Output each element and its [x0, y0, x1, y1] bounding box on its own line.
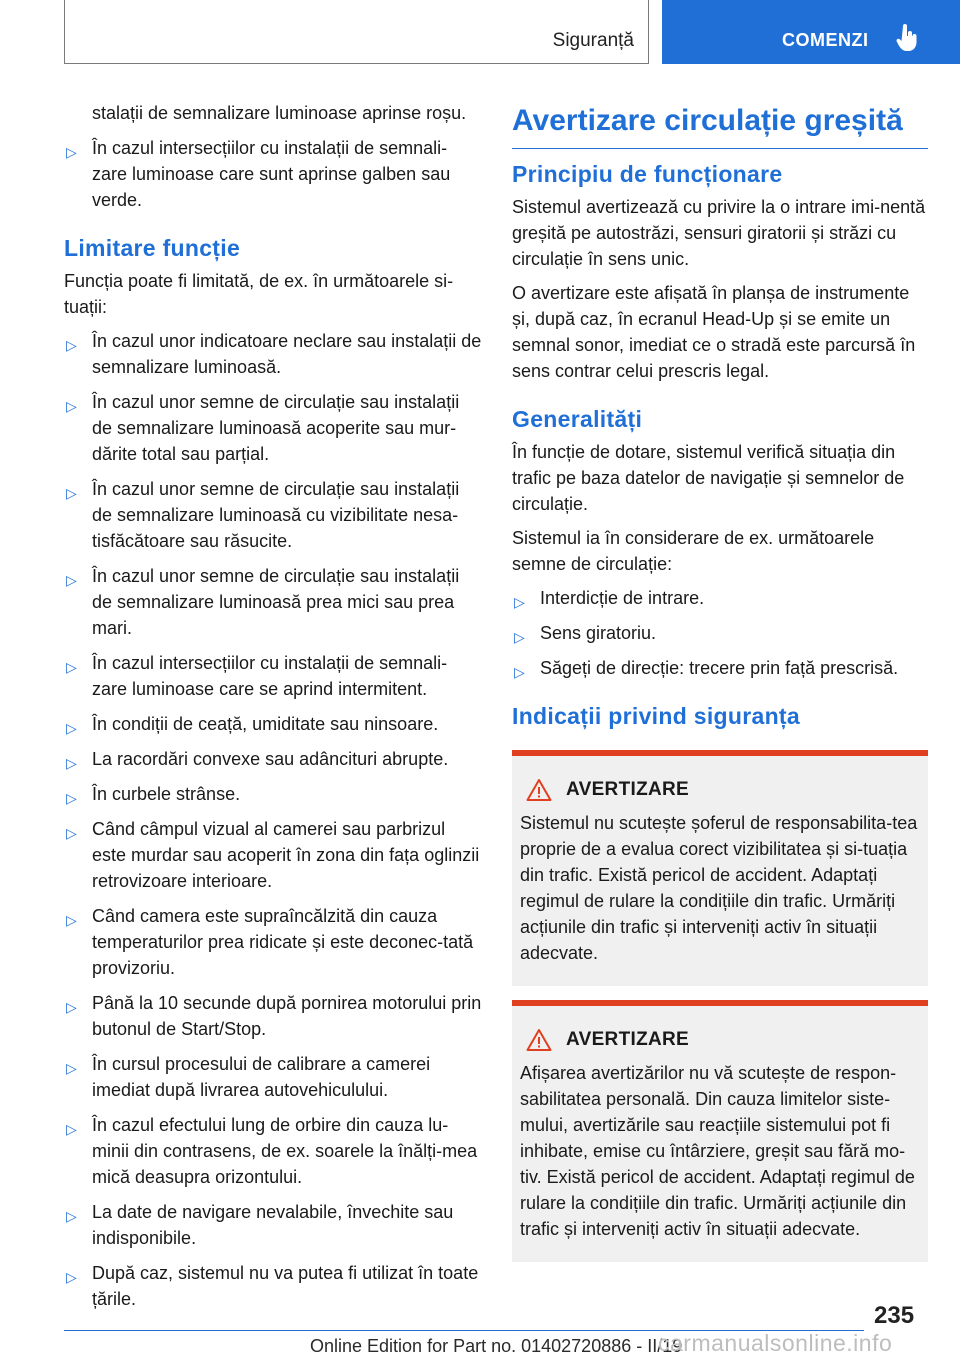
- page-title: Avertizare circulație greșită: [512, 104, 928, 149]
- list-item: ▷ În cazul unor indicatoare neclare sau instalații de semnalizare luminoasă.: [66, 331, 482, 377]
- page-number: 235: [874, 1302, 915, 1329]
- warning-text: Sistemul nu scutește șoferul de responsabilita‐tea proprie de a evalua corect vizibilitatea și si‐tuația din trafic. Există pericol de accident. Adaptați regimul de rulare la condițiile din trafic. Urmăriți acțiunile din trafic și interveniți activ în situații adecvate.: [520, 813, 918, 963]
- list-item: ▷ În cazul unor semne de circulație sau instalații de semnalizare luminoasă cu vizibilitate nesa‐tisfăcătoare sau răsucite.: [66, 479, 460, 551]
- principle-heading: Principiu de funcționare: [512, 161, 783, 187]
- left-column: [64, 100, 482, 1321]
- list-item: ▷ În cazul intersecțiilor cu instalații de semnali‐zare luminoase care se aprind intermitent.: [66, 653, 448, 699]
- warning-title: AVERTIZARE: [566, 779, 689, 800]
- list-item: ▷ În condiții de ceață, umiditate sau ninsoare.: [64, 711, 482, 737]
- triangle-right-icon: ▷: [66, 912, 77, 928]
- general-paragraph-2: Sistemul ia în considerare de ex. următoarele semne de circulație:: [512, 528, 875, 574]
- bullet-list-top: [64, 135, 482, 213]
- general-paragraph-1: În funcție de dotare, sistemul verifică situația din trafic pe baza datelor de navigație și semnelor de circulație.: [512, 442, 905, 514]
- list-item: ▷ În cazul efectului lung de orbire din cauza lu‐minii din contrasens, de ex. soarele la înălți‐mea mică deasupra orizontului.: [66, 1115, 478, 1187]
- triangle-right-icon: ▷: [514, 664, 525, 680]
- watermark: carmanualsonline.info: [658, 1330, 893, 1356]
- triangle-right-icon: ▷: [66, 144, 77, 160]
- triangle-right-icon: ▷: [66, 1269, 77, 1285]
- list-item: ▷ Interdicție de intrare.: [512, 585, 928, 611]
- principle-paragraph-1: Sistemul avertizează cu privire la o intrare imi‐nentă greșită pe autostrăzi, sensuri giratorii și străzi cu circulație în sens unic.: [512, 197, 926, 269]
- chapter-title: COMENZI: [782, 30, 869, 50]
- triangle-right-icon: ▷: [66, 825, 77, 841]
- list-item: ▷ În cursul procesului de calibrare a camerei imediat după livrarea autovehiculului.: [66, 1054, 431, 1100]
- triangle-right-icon: ▷: [66, 485, 77, 501]
- triangle-right-icon: ▷: [514, 594, 525, 610]
- list-item: ▷ Până la 10 secunde după pornirea motorului prin butonul de Start/Stop.: [66, 993, 482, 1039]
- triangle-right-icon: ▷: [66, 755, 77, 771]
- list-item: ▷ La racordări convexe sau adâncituri abrupte.: [64, 746, 482, 772]
- triangle-right-icon: ▷: [66, 790, 77, 806]
- list-item: ▷ Când camera este supraîncălzită din cauza temperaturilor prea ridicate și este deconec‐tată provizoriu.: [66, 906, 474, 978]
- triangle-right-icon: ▷: [66, 720, 77, 736]
- limit-list: [64, 328, 482, 1312]
- warning-box: [512, 1000, 928, 1262]
- header-section-box: [64, 0, 649, 64]
- triangle-right-icon: ▷: [66, 1121, 77, 1137]
- traffic-signs-list: [512, 585, 928, 681]
- section-title: Siguranță: [552, 30, 634, 51]
- triangle-right-icon: ▷: [66, 398, 77, 414]
- footer-edition: Online Edition for Part no. 01402720886 - II/19: [310, 1336, 683, 1356]
- principle-paragraph-2: O avertizare este afișată în planșa de instrumente și, după caz, în ecranul Head-Up și se emite un semnal sonor, imediat ce o stradă este parcursă în sens contrar celui prescris legal.: [512, 283, 916, 381]
- list-item: ▷ În cazul intersecțiilor cu instalații de semnali‐zare luminoase care sunt aprinse galben sau verde.: [66, 138, 451, 210]
- header-chapter-box: [662, 0, 960, 64]
- safety-heading: Indicații privind siguranța: [512, 703, 800, 729]
- right-column: [512, 100, 928, 1262]
- list-item: ▷ Sens giratoriu.: [512, 620, 928, 646]
- list-item: ▷ În curbele strânse.: [64, 781, 482, 807]
- list-item: ▷ La date de navigare nevalabile, învechite sau indisponibile.: [66, 1202, 454, 1248]
- triangle-right-icon: ▷: [514, 629, 525, 645]
- hand-pointer-icon: [896, 24, 918, 52]
- warning-box: [512, 750, 928, 986]
- warning-text: Afișarea avertizărilor nu vă scutește de respon‐sabilitatea personală. Din cauza limitelor siste‐mului, avertizările sau reacțiile sistemului pot fi inhibate, emise cu întârziere, greșit sau fără mo‐tiv. Există pericol de accident. Adaptați regimul de rulare la condițiile din trafic. Urmăriți acțiunile din trafic și interveniți activ în situații adecvate.: [520, 1063, 915, 1239]
- list-item: ▷ În cazul unor semne de circulație sau instalații de semnalizare luminoasă acoperite sau mur‐dărite total sau parțial.: [66, 392, 460, 464]
- list-item: ▷ Când câmpul vizual al camerei sau parbrizul este murdar sau acoperit în zona din fața oglinzii retrovizoare interioare.: [66, 819, 480, 891]
- triangle-right-icon: ▷: [66, 999, 77, 1015]
- triangle-right-icon: ▷: [66, 337, 77, 353]
- triangle-right-icon: ▷: [66, 572, 77, 588]
- triangle-right-icon: ▷: [66, 1208, 77, 1224]
- list-item: ▷ După caz, sistemul nu va putea fi utilizat în toate țările.: [66, 1263, 479, 1309]
- general-heading: Generalități: [512, 406, 643, 432]
- warning-triangle-icon: [526, 778, 552, 802]
- limit-heading: Limitare funcție: [64, 235, 241, 261]
- triangle-right-icon: ▷: [66, 1060, 77, 1076]
- list-item: ▷ Săgeți de direcție: trecere prin față prescrisă.: [512, 655, 928, 681]
- warning-triangle-icon: [526, 1028, 552, 1052]
- list-item-continued: stalații de semnalizare luminoase aprinse roșu.: [92, 103, 467, 123]
- warning-title: AVERTIZARE: [566, 1029, 689, 1050]
- limit-intro: Funcția poate fi limitată, de ex. în următoarele si‐tuații:: [64, 271, 454, 317]
- triangle-right-icon: ▷: [66, 659, 77, 675]
- list-item: ▷ În cazul unor semne de circulație sau instalații de semnalizare luminoasă prea mici sau prea mari.: [66, 566, 460, 638]
